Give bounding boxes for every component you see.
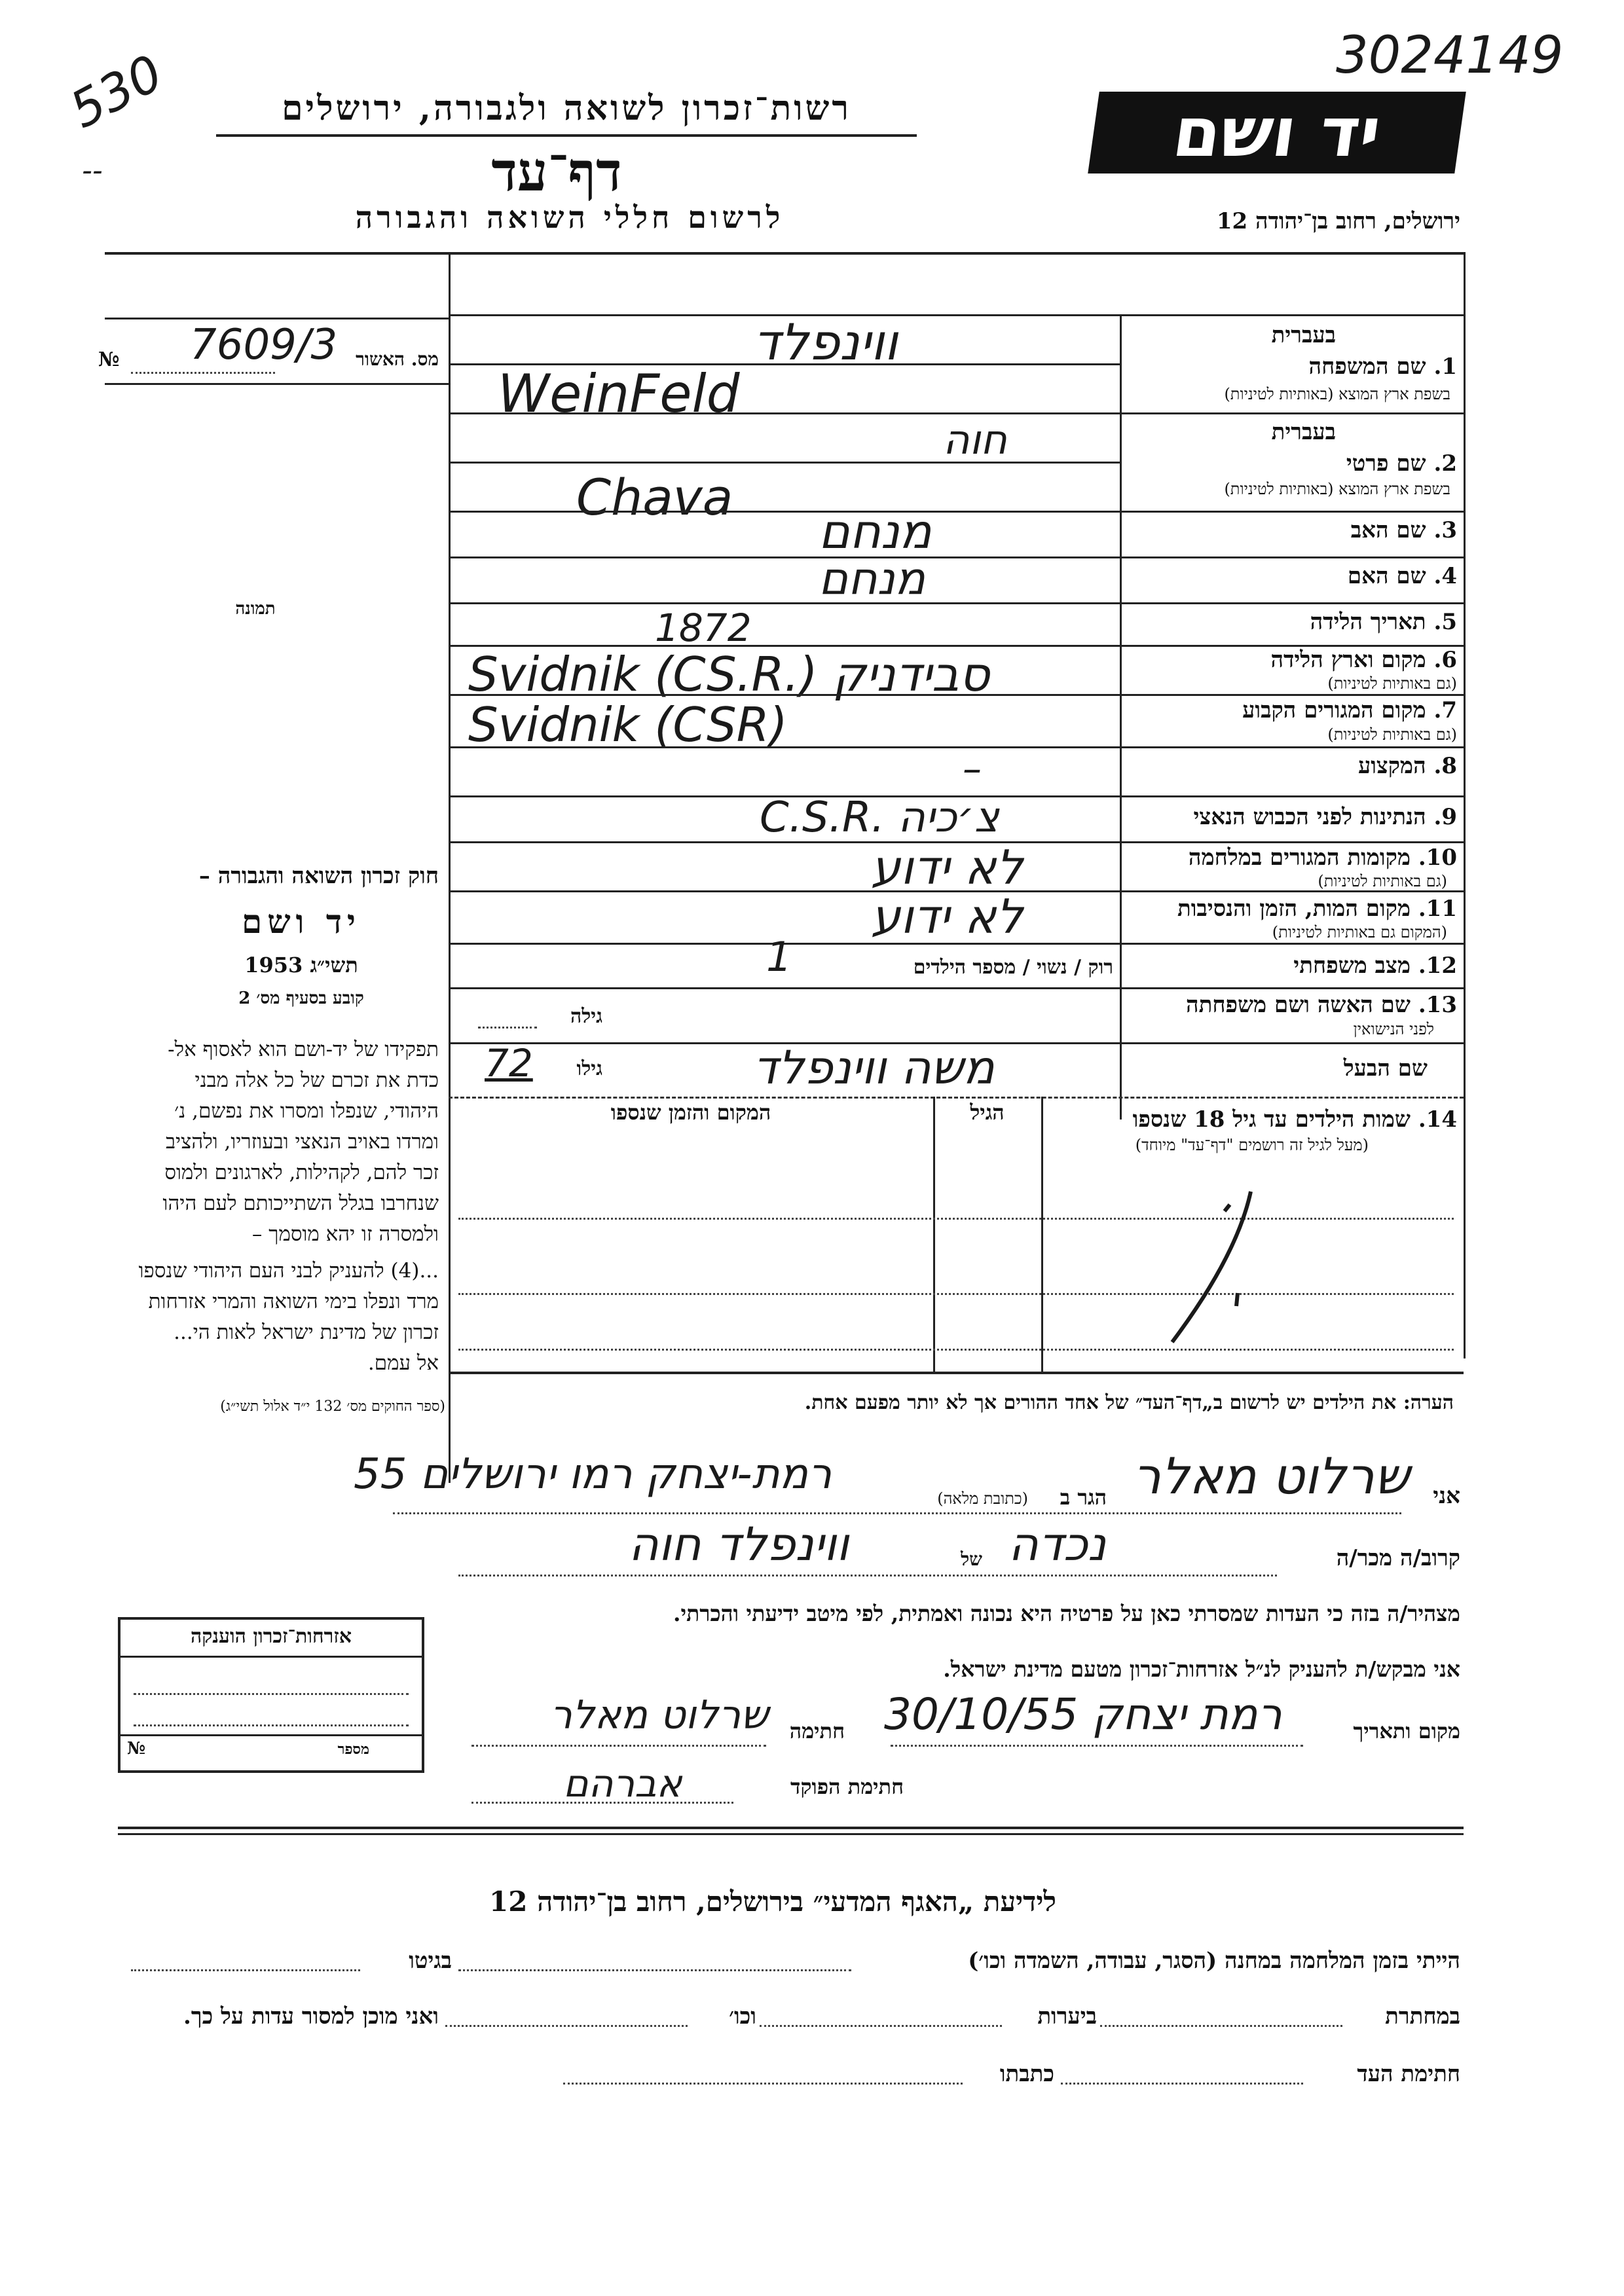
relative-name[interactable]: ווינפלד חוה [629,1518,849,1571]
field-7-label-text: מקום המגורים הקבוע [1242,697,1426,723]
officer-label: חתימת הפוקד [790,1774,904,1799]
field-6-sub: (גם באותיות לטיניות) [1327,674,1457,693]
law-p2-line-2: מרד ונפלו בימי השואה והמרי אזרחות [148,1290,439,1313]
request-text: אני מבקש/ת להעניק לנ״ל אזרחות־זכרון מטעם מדינת ישראל. [943,1656,1460,1682]
law-p2-line-4: אל עמם. [367,1351,439,1375]
field-13-age-label: גילה [570,1005,602,1028]
authority-heading: רשות־זכרון לשואה ולגבורה, ירושלים [282,88,851,128]
citizenship-box [118,1617,424,1773]
field-13-num: 13. [1418,992,1457,1018]
note-text: הערה: את הילדים יש לרשום ב„דף־העד״ של אחד ההורים אך לא יותר מפעם אחת. [804,1391,1454,1414]
field-3-label [1351,517,1457,543]
field-10-label-text: מקומות המגורים במלחמה [1188,845,1411,871]
field-10-sub: (גם באותיות לטיניות) [1318,872,1447,890]
relative-of: של [961,1548,982,1570]
law-p1-line-2: כדת את זכרם של כל אלה מבני [194,1068,439,1092]
husband-value[interactable]: משה ווינפלד [753,1041,995,1095]
law-title: חוק זכרון השואה והגבורה – [198,863,439,889]
field-6-num: 6. [1433,647,1457,673]
field-13-label-text: שם האשה ושם משפחתה [1186,992,1411,1018]
field-6-label-text: מקום וארץ הלידה [1270,647,1426,673]
field-11-num: 11. [1418,896,1457,922]
law-p1-line-7: ולמסרה זו יהא מוסמך – [251,1222,439,1246]
field-4-label-text: שם האם [1347,563,1426,589]
field-5-value[interactable]: 1872 [655,606,752,650]
field-4-value[interactable]: מנחם [819,553,925,605]
children-col-place: המקום והזמן שנספו [610,1100,771,1125]
field-11-sub: (המקום גם באותיות לטיניות) [1272,923,1447,941]
husband-label: שם הבעל [1343,1055,1428,1082]
law-footnote: (ספר החוקים מס׳ 132 י״ד אלול תשי״ג) [220,1398,445,1415]
field-2-sub: בשפת ארץ המוצא (באותיות לטיניות) [1224,480,1450,498]
field-13-label [1186,992,1457,1018]
field-9-label-text: הנתינות לפני הכבוש הנאצי [1193,804,1426,830]
logo-text: יד ושם [1168,92,1386,172]
field-4-label [1348,563,1457,589]
place-date-value[interactable]: רמת יצחק 30/10/55 [884,1689,1282,1740]
declarant-address[interactable]: רמת-יצחק רמו ירושלים 55 [354,1450,832,1499]
husband-age-label: גילו [576,1057,602,1080]
field-10-value[interactable]: לא ידוע [871,840,1024,895]
field-2-label [1346,450,1457,477]
law-p1-line-5: זכר להם, לקהילות, לארגונים ולמוס [164,1161,439,1184]
field-13-sub: לפני הנישואין [1353,1020,1434,1038]
field-9-value[interactable]: C.S.R. צ׳כיה [760,793,999,842]
citizenship-number-symbol: № [127,1739,146,1758]
relative-label: קרוב/ה מכר/ה [1336,1545,1460,1571]
law-p1-line-1: תפקידו של יד-ושם הוא לאסוף אל- [168,1038,439,1061]
field-3-label-text: שם האב [1350,517,1426,543]
strike-stroke-1 [1172,1192,1251,1342]
citizenship-number-label: מספר [337,1741,369,1758]
field-2-value-latin[interactable]: Chava [576,468,733,526]
field-8-value[interactable]: – [963,746,982,791]
field-7-sub: (גם באותיות לטיניות) [1327,725,1457,744]
field-4-num: 4. [1433,563,1457,589]
law-clause: קובע בסעיף מס׳ 2 [238,989,364,1008]
dash-mark: -- [82,154,103,187]
children-strikethrough [1159,1178,1270,1349]
field-3-value[interactable]: מנחם [819,504,932,559]
field-14-label [1133,1106,1457,1133]
bottom-line-2-c: וכו׳ [729,2003,756,2030]
field-7-num: 7. [1433,697,1457,723]
field-10-num: 10. [1418,845,1457,871]
field-8-label-text: המקצוע [1357,753,1426,779]
place-date-label: מקום ותאריך [1353,1719,1460,1743]
law-paragraph-2 [105,1256,439,1379]
field-11-label [1177,896,1457,922]
bottom-title: לידיעת „האגף המדעי״ בירושלים, רחוב בן־יהודה 12 [489,1886,1056,1918]
field-1-sub: בשפת ארץ המוצא (באותיות לטיניות) [1224,385,1450,403]
law-name: יד ושם [242,902,361,941]
field-7-value[interactable]: Svidnik (CSR) [468,697,788,752]
field-12-label-text: מצב משפחתי [1293,953,1411,979]
declarant-name[interactable]: שרלוט מאלר [1133,1447,1410,1505]
field-7-label [1242,697,1457,723]
children-col-age: הגיל [970,1100,1005,1125]
archive-number: 3024149 [1336,26,1564,85]
law-year: תשי״ג 1953 [244,953,358,977]
field-8-label [1358,753,1457,779]
husband-age-value[interactable]: 72 [485,1041,533,1085]
field-8-num: 8. [1433,753,1457,779]
corner-number: 530 [60,43,172,139]
law-p2-line-1: ...(4) להעניק לבני העם היהודי שנספו [138,1259,439,1283]
law-paragraph-1 [105,1034,439,1250]
field-2-label-text: שם פרטי [1346,450,1426,477]
strike-stroke-3 [1236,1293,1238,1306]
field-5-label-text: תאריך הלידה [1310,609,1426,635]
law-p1-line-3: היהודי, שנפלו ומסרו את נפשם, נ׳ [174,1099,439,1123]
bottom-line-2-d: ואני מוכן למסור עדות על כך. [183,2003,439,2030]
field-14-sub: (מעל לגיל זה רושמים "דף־עד" מיוחד) [1135,1136,1369,1154]
field-1-tag: בעברית [1271,322,1336,348]
field-1-label [1309,354,1457,380]
declaration-text: מצהיר/ה בזה כי העדות שמסרתי כאן על פרטיה היא נכונה ואמתית, לפי מיטב ידיעתי והכרתי. [673,1601,1460,1626]
form-subtitle: לרשום חללי השואה והגבורה [355,200,784,235]
field-12-options: רוק / נשוי / מספר הילדים [913,956,1113,979]
field-6-value[interactable]: Svidnik (CS.R.) סבידניק [468,647,990,702]
field-2-tag: בעברית [1271,419,1336,445]
field-12-value[interactable]: 1 [766,933,792,981]
field-5-label [1310,609,1457,635]
bottom-line-1-a: הייתי בזמן המלחמה במחנה (הסגר, עבודה, השמדה וכו׳) [968,1948,1460,1974]
law-p1-line-4: ומרדו באויב הנאצי ובעוזריו, ולהציב [166,1130,439,1154]
field-2-value-hebrew[interactable]: חוה [943,416,1007,464]
field-9-label [1194,804,1458,830]
bottom-line-2-b: ביערות [1037,2003,1097,2030]
field-1-num: 1. [1433,354,1457,380]
bottom-line-1-b: בגיטו [409,1948,452,1974]
declarant-signature[interactable]: שרלוט מאלר [550,1692,769,1738]
approval-symbol: № [98,348,120,371]
field-14-label-text: שמות הילדים עד גיל 18 שנספו [1132,1106,1411,1133]
strike-stroke-2 [1225,1205,1230,1211]
photo-label: תמונה [235,599,276,619]
law-p1-line-6: שנחרבו בגלל השתייכותם לעם היהו [162,1192,439,1215]
yad-vashem-logo [1088,92,1466,173]
declarant-i-label: אני [1433,1483,1460,1509]
citizenship-title: אזרחות־זכרון הוענקה [190,1625,352,1648]
field-11-label-text: מקום המות, הזמן והנסיבות [1177,896,1411,922]
approval-number: 7609/3 [190,321,338,369]
bottom-line-2-a: במחתרת [1385,2003,1460,2030]
field-5-num: 5. [1433,609,1457,635]
field-11-value[interactable]: לא ידוע [871,889,1024,944]
officer-signature[interactable]: אברהם [563,1761,682,1806]
relative-relation[interactable]: נכדה [1008,1518,1106,1571]
field-6-label [1270,647,1457,673]
declarant-resides: הגר ב [1060,1485,1107,1510]
field-3-num: 3. [1433,517,1457,543]
field-1-value-hebrew[interactable]: ווינפלד [753,313,898,371]
field-14-num: 14. [1418,1106,1457,1133]
field-12-label [1293,953,1457,979]
field-9-num: 9. [1433,804,1457,830]
field-10-label [1189,845,1457,871]
header-address: ירושלים, רחוב בן־יהודה 12 [1216,208,1460,234]
law-p2-line-3: זכרון של מדינת ישראל לאות הי... [174,1321,439,1344]
field-1-value-latin[interactable]: WeinFeld [498,363,740,424]
approval-label: מס. האשור [356,348,439,370]
signature-label: חתימה [789,1719,845,1743]
form-title: דף־עד [491,141,622,204]
bottom-line-3-b: כתבתו [999,2061,1054,2087]
bottom-line-3-a: חתימת העד [1357,2061,1460,2087]
field-2-num: 2. [1433,450,1457,477]
declarant-address-note: (כתובת מלאה) [937,1489,1028,1508]
field-1-label-text: שם המשפחה [1308,354,1426,380]
field-12-num: 12. [1418,953,1457,979]
